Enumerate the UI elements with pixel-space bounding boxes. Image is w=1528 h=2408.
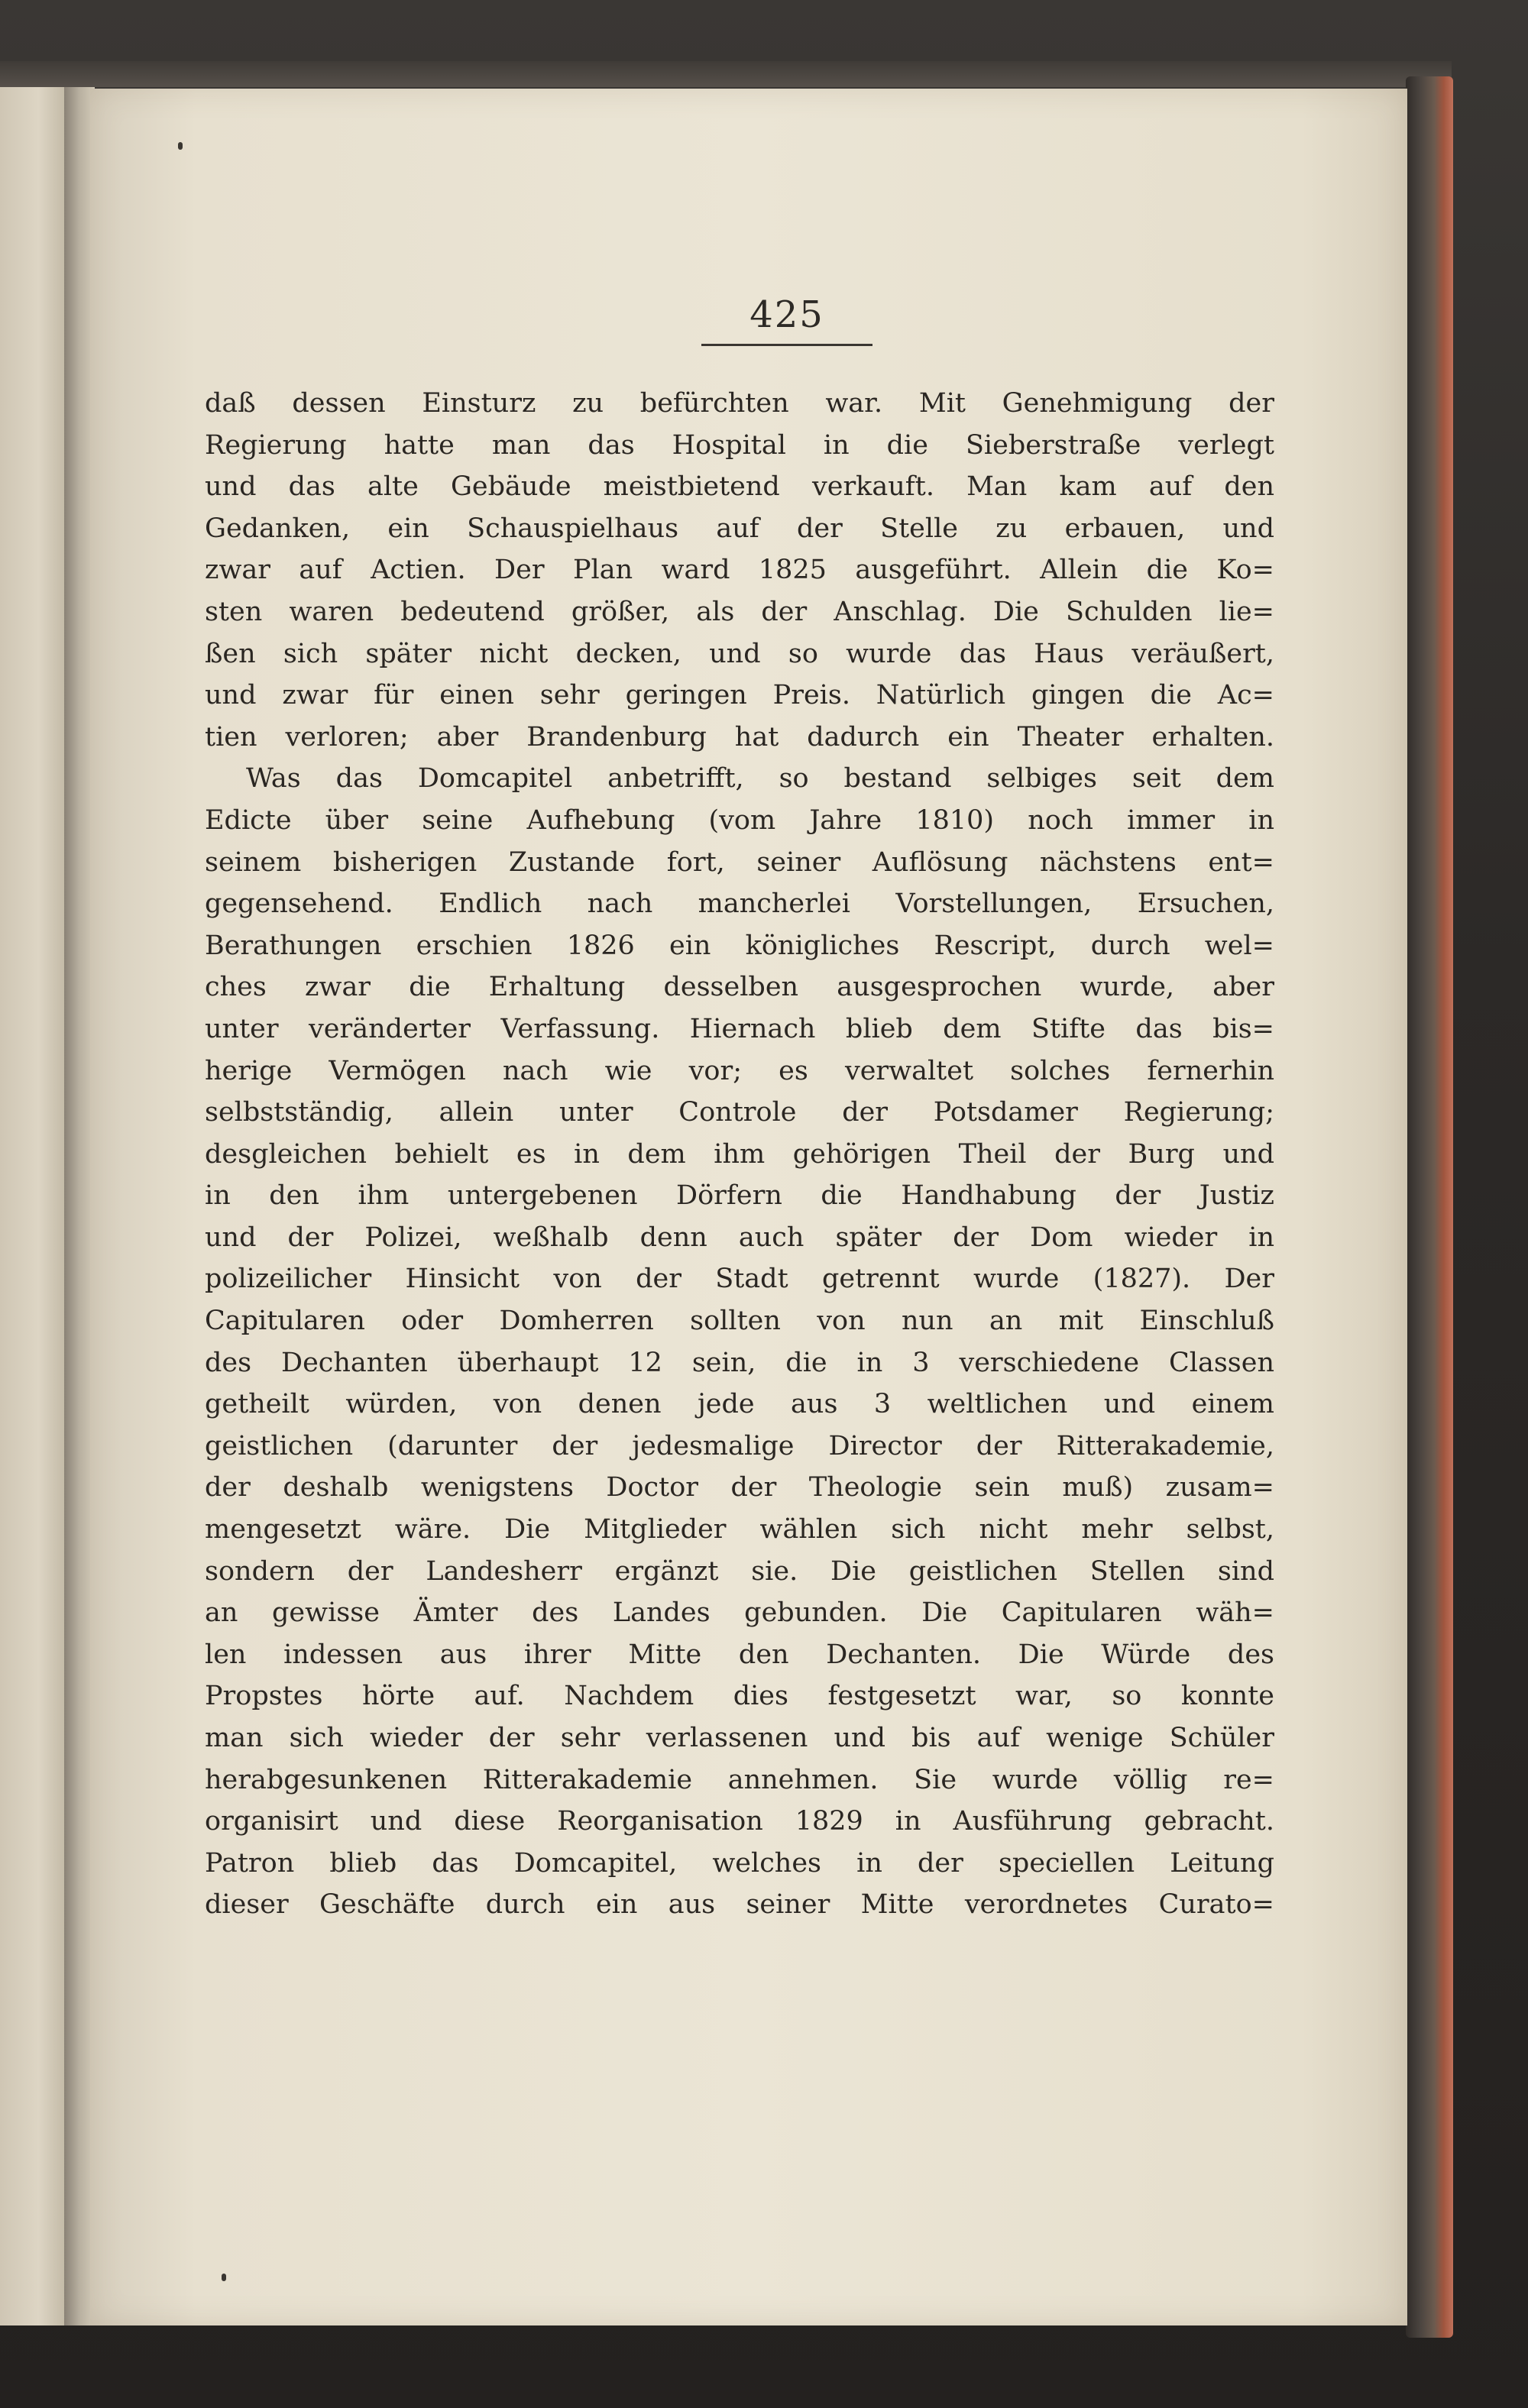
- text-line: Regierung hatte man das Hospital in die Sieberstraße verlegt: [205, 429, 1274, 461]
- body-text: [205, 383, 1274, 1926]
- book-cover-right-edge: [1406, 76, 1453, 2338]
- text-line: und der Polizei, weßhalb denn auch später der Dom wieder in: [205, 1222, 1274, 1253]
- facing-page-edge: [0, 87, 64, 2325]
- text-line: dieser Geschäfte durch ein aus seiner Mitte verordnetes Curato=: [205, 1889, 1274, 1921]
- text-line: getheilt würden, von denen jede aus 3 weltlichen und einem: [205, 1389, 1274, 1420]
- text-line: und zwar für einen sehr geringen Preis. Natürlich gingen die Ac=: [205, 680, 1274, 711]
- text-line: herige Vermögen nach wie vor; es verwaltet solches fernerhin: [205, 1055, 1274, 1086]
- text-line: ßen sich später nicht decken, und so wurde das Haus veräußert,: [205, 638, 1274, 669]
- text-line: daß dessen Einsturz zu befürchten war. Mit Genehmigung der: [205, 388, 1274, 419]
- text-line: gegensehend. Endlich nach mancherlei Vorstellungen, Ersuchen,: [205, 888, 1274, 920]
- text-line: sondern der Landesherr ergänzt sie. Die geistlichen Stellen sind: [205, 1555, 1274, 1587]
- text-line: Berathungen erschien 1826 ein königliches Rescript, durch wel=: [205, 930, 1274, 961]
- text-line: sten waren bedeutend größer, als der Anschlag. Die Schulden lie=: [205, 596, 1274, 627]
- book-cover-top-edge: [0, 61, 1452, 87]
- text-line: Was das Domcapitel anbetrifft, so bestand selbiges seit dem: [246, 763, 1274, 795]
- text-line: unter veränderter Verfassung. Hiernach blieb dem Stifte das bis=: [205, 1013, 1274, 1044]
- text-line: an gewisse Ämter des Landes gebunden. Die Capitularen wäh=: [205, 1597, 1274, 1629]
- text-line: Capitularen oder Domherren sollten von nun an mit Einschluß: [205, 1306, 1274, 1337]
- text-line: desgleichen behielt es in dem ihm gehörigen Theil der Burg und: [205, 1138, 1274, 1170]
- text-line: selbstständig, allein unter Controle der Potsdamer Regierung;: [205, 1097, 1274, 1128]
- text-line: herabgesunkenen Ritterakademie annehmen. Sie wurde völlig re=: [205, 1764, 1274, 1795]
- text-line: tien verloren; aber Brandenburg hat dadurch ein Theater erhalten.: [205, 721, 1274, 752]
- text-line: in den ihm untergebenen Dörfern die Handhabung der Justiz: [205, 1180, 1274, 1212]
- page-number-rule: [701, 344, 872, 346]
- text-line: polizeilicher Hinsicht von der Stadt getrennt wurde (1827). Der: [205, 1264, 1274, 1295]
- text-line: mengesetzt wäre. Die Mitglieder wählen sich nicht mehr selbst,: [205, 1514, 1274, 1545]
- page-number: 425: [749, 293, 824, 336]
- text-line: geistlichen (darunter der jedesmalige Director der Ritterakademie,: [205, 1430, 1274, 1461]
- text-line: Gedanken, ein Schauspielhaus auf der Stelle zu erbauen, und: [205, 513, 1274, 544]
- text-line: man sich wieder der sehr verlassenen und bis auf wenige Schüler: [205, 1723, 1274, 1753]
- text-line: zwar auf Actien. Der Plan ward 1825 ausgeführt. Allein die Ko=: [205, 555, 1274, 586]
- text-line: seinem bisherigen Zustande fort, seiner Auflösung nächstens ent=: [205, 846, 1274, 878]
- text-line: Propstes hörte auf. Nachdem dies festgesetzt war, so konnte: [205, 1681, 1274, 1712]
- text-line: organisirt und diese Reorganisation 1829 in Ausführung gebracht.: [205, 1806, 1274, 1837]
- text-line: Edicte über seine Aufhebung (vom Jahre 1810) noch immer in: [205, 804, 1274, 836]
- text-line: ches zwar die Erhaltung desselben ausgesprochen wurde, aber: [205, 972, 1274, 1003]
- text-line: len indessen aus ihrer Mitte den Dechanten. Die Würde des: [205, 1639, 1274, 1670]
- text-line: des Dechanten überhaupt 12 sein, die in 3 verschiedene Classen: [205, 1347, 1274, 1378]
- book-page: [90, 89, 1407, 2325]
- text-line: Patron blieb das Domcapitel, welches in der speciellen Leitung: [205, 1847, 1274, 1879]
- ink-speck: [222, 2274, 226, 2281]
- text-line: der deshalb wenigstens Doctor der Theologie sein muß) zusam=: [205, 1472, 1274, 1503]
- ink-speck: [178, 142, 183, 150]
- text-line: und das alte Gebäude meistbietend verkauft. Man kam auf den: [205, 471, 1274, 503]
